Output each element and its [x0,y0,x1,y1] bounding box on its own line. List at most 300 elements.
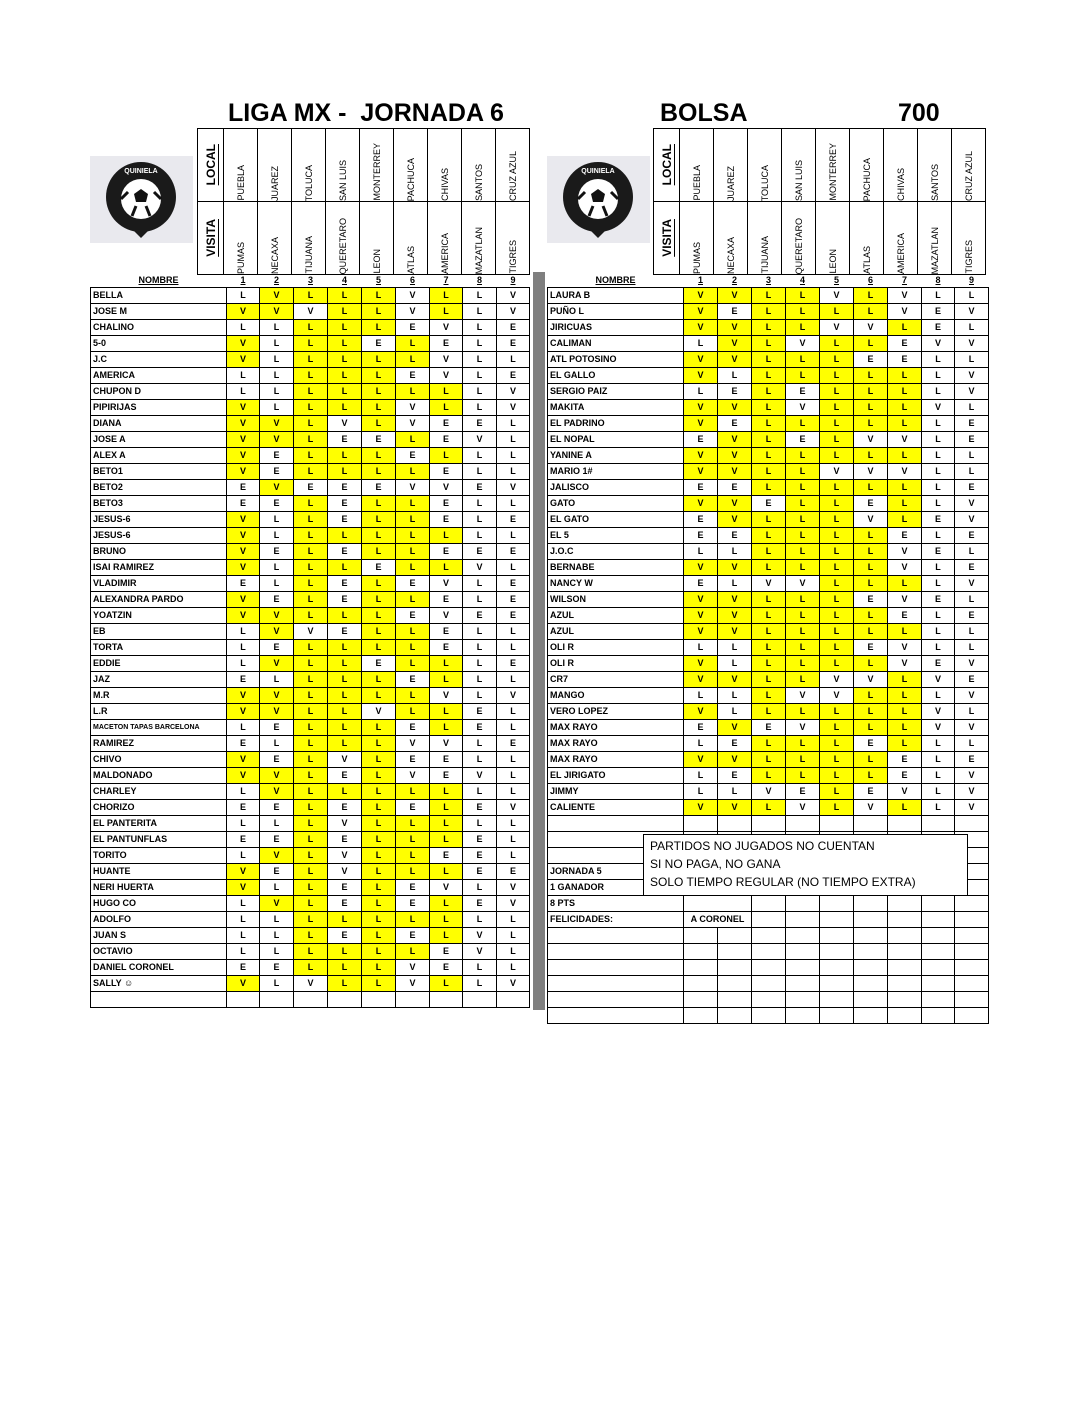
pick-cell: L [752,656,786,672]
team-label [428,129,461,201]
pick-cell: V [497,880,530,896]
player-row [91,640,530,656]
player-name: BETO1 [91,464,227,480]
pick-cell: V [260,848,294,864]
player-name: CHARLEY [91,784,227,800]
team-name: SAN LUIS [793,159,804,201]
pick-cell: V [718,320,752,336]
info-row [548,912,989,928]
pick-cell: L [362,688,396,704]
player-row [548,368,989,384]
side-label-cell [654,202,680,275]
pick-cell: L [227,368,260,384]
pick-cell: L [820,304,854,320]
pick-cell: E [430,544,463,560]
player-row [548,400,989,416]
pick-cell: V [294,624,328,640]
empty-cell [548,928,684,944]
pick-cell: L [430,400,463,416]
pick-cell: L [786,656,820,672]
pick-cell: L [786,352,820,368]
player-row [91,448,530,464]
rule-note: SOLO TIEMPO REGULAR (NO TIEMPO EXTRA) [650,875,916,889]
pick-cell: L [752,640,786,656]
pick-cell: L [294,960,328,976]
empty-cell [752,1008,786,1024]
pick-cell: L [786,288,820,304]
player-row [91,672,530,688]
side-label-cell [654,129,680,202]
player-name: OCTAVIO [91,944,227,960]
pick-cell: V [430,352,463,368]
player-name: JAZ [91,672,227,688]
player-row [91,496,530,512]
player-name: MAX RAYO [548,752,684,768]
pick-cell: V [684,624,718,640]
empty-cell [548,976,684,992]
player-name: YANINE A [548,448,684,464]
pick-cell: E [955,480,989,496]
pick-cell: E [463,720,497,736]
empty-cell [854,992,888,1008]
pick-cell: L [328,336,362,352]
pick-cell: V [854,432,888,448]
pick-cell [362,992,396,1008]
team-name: QUERETARO [793,217,804,274]
pick-cell: L [362,960,396,976]
pick-cell: V [396,736,430,752]
empty-cell [820,896,854,912]
pick-cell: L [396,832,430,848]
match-number-row [548,274,989,288]
team-label [884,129,917,201]
pick-cell: L [752,384,786,400]
pick-cell: E [328,576,362,592]
team-name: TIJUANA [759,236,770,274]
pick-cell: L [820,400,854,416]
empty-cell [888,976,922,992]
player-row [91,656,530,672]
team-label [292,129,325,201]
pick-cell: L [854,400,888,416]
pick-cell: L [752,608,786,624]
pick-cell: L [786,464,820,480]
pick-cell [497,992,530,1008]
pick-cell: V [260,432,294,448]
pick-cell: L [396,384,430,400]
empty-cell [684,944,718,960]
pick-cell: L [888,624,922,640]
pick-cell: V [888,656,922,672]
pick-cell: E [430,592,463,608]
pick-cell: V [718,608,752,624]
empty-cell [718,976,752,992]
pick-cell: L [430,304,463,320]
info-label: JORNADA 5 [548,864,684,880]
player-name: JOSE A [91,432,227,448]
pick-cell: V [227,304,260,320]
pick-cell: L [752,592,786,608]
empty-cell [786,960,820,976]
pick-cell: L [294,336,328,352]
pick-cell: V [227,400,260,416]
pick-cell: L [463,688,497,704]
pick-cell: L [922,576,955,592]
pick-cell: L [227,784,260,800]
pick-cell: E [718,736,752,752]
pick-cell: E [227,960,260,976]
team-name: SAN LUIS [337,159,348,201]
pick-cell: L [752,736,786,752]
pick-cell: L [328,736,362,752]
pick-cell: V [396,768,430,784]
pick-cell: L [328,656,362,672]
pick-cell: L [362,512,396,528]
team-label [952,129,985,201]
pick-cell: V [497,288,530,304]
team-name: MONTERREY [827,143,838,201]
pick-cell: E [396,928,430,944]
pick-cell: L [463,624,497,640]
pick-cell: V [684,592,718,608]
pick-cell: L [463,288,497,304]
player-name: ALEX A [91,448,227,464]
pick-cell: L [684,544,718,560]
pick-cell: L [362,448,396,464]
pick-cell: L [430,784,463,800]
pick-cell: V [955,336,989,352]
pick-cell: L [260,512,294,528]
side-label [654,202,679,274]
team-cell [714,202,748,275]
pick-cell: E [430,960,463,976]
pick-cell: L [752,336,786,352]
empty-cell [922,816,955,832]
pick-cell: L [888,576,922,592]
pick-cell: V [955,800,989,816]
pick-cell: L [922,288,955,304]
pick-cell: L [227,848,260,864]
pick-cell: L [922,496,955,512]
pick-cell: L [752,560,786,576]
teams-header-body [654,129,986,275]
pick-cell: E [227,736,260,752]
pick-cell: E [430,496,463,512]
team-label [394,129,427,201]
pick-cell: V [854,800,888,816]
player-row [548,512,989,528]
player-name [91,992,227,1008]
empty-cell [752,928,786,944]
pick-cell: E [955,560,989,576]
pick-cell: L [922,368,955,384]
pick-cell: L [396,704,430,720]
pick-cell: E [497,576,530,592]
player-row [548,672,989,688]
pick-cell: L [430,384,463,400]
pick-cell: L [497,784,530,800]
player-row [91,400,530,416]
pick-cell: E [497,320,530,336]
pick-cell: L [294,496,328,512]
pick-cell: E [718,384,752,400]
pick-cell: L [294,640,328,656]
player-row [91,352,530,368]
player-row [548,720,989,736]
pick-cell: L [752,288,786,304]
pick-cell: L [362,800,396,816]
pick-cell: E [260,640,294,656]
pick-cell: E [955,752,989,768]
pick-cell: V [227,416,260,432]
side-label-text: VISITA [659,219,674,257]
pick-cell: E [396,608,430,624]
pick-cell: L [854,560,888,576]
pick-cell: L [820,336,854,352]
pick-cell: V [752,576,786,592]
pick-cell: E [922,592,955,608]
player-name: SALLY ☺ [91,976,227,992]
pick-cell: L [718,640,752,656]
player-row [548,496,989,512]
pick-cell: V [362,704,396,720]
pick-cell: L [888,800,922,816]
team-label [462,202,495,274]
pick-cell: L [752,400,786,416]
player-row [548,448,989,464]
team-cell [258,202,292,275]
pick-cell: L [497,432,530,448]
pick-cell: V [684,400,718,416]
pick-cell: L [328,960,362,976]
pick-cell: L [294,768,328,784]
pick-cell: L [684,336,718,352]
match-number: 9 [510,275,516,285]
rule-note: PARTIDOS NO JUGADOS NO CUENTAN [650,839,875,853]
pick-cell: E [718,416,752,432]
pick-cell: L [362,304,396,320]
pick-cell: L [786,480,820,496]
player-row [548,288,989,304]
match-number: 6 [867,275,873,285]
player-row [91,576,530,592]
pick-cell: V [227,544,260,560]
pick-cell: L [328,976,362,992]
pick-cell: E [396,752,430,768]
visita-row [198,202,530,275]
pick-cell: L [820,720,854,736]
pick-cell: L [328,608,362,624]
team-name: LEON [827,249,838,274]
pick-cell: L [752,624,786,640]
pick-cell: L [922,800,955,816]
pick-cell: E [430,768,463,784]
pick-cell: L [362,672,396,688]
pick-cell: L [922,624,955,640]
pick-cell: L [430,720,463,736]
team-name: NECAXA [269,236,280,274]
player-row [91,992,530,1008]
pick-cell: L [328,448,362,464]
pick-cell: L [396,656,430,672]
pick-cell: V [786,400,820,416]
player-row [548,640,989,656]
pick-cell: L [463,528,497,544]
pick-cell: L [463,496,497,512]
pick-cell: L [463,352,497,368]
match-number: 3 [765,275,771,285]
pick-cell: L [922,480,955,496]
pick-cell: L [294,320,328,336]
pick-cell: E [430,752,463,768]
pick-cell: L [260,816,294,832]
pick-cell: V [260,656,294,672]
pick-cell: E [463,848,497,864]
pick-cell: V [260,624,294,640]
pick-cell: E [786,384,820,400]
pick-cell: L [260,320,294,336]
pick-cell: V [227,976,260,992]
pick-cell: V [227,864,260,880]
pick-cell: E [328,768,362,784]
player-row [91,464,530,480]
player-row [91,720,530,736]
player-row [91,384,530,400]
pick-cell: L [463,304,497,320]
pick-cell: L [786,512,820,528]
pick-cell: L [955,736,989,752]
pick-cell: L [786,544,820,560]
pick-cell: L [260,976,294,992]
pick-cell: V [260,784,294,800]
pick-cell: V [820,688,854,704]
pick-cell: L [888,400,922,416]
pick-cell: E [396,320,430,336]
pick-cell: L [328,320,362,336]
pick-cell: L [854,416,888,432]
pick-cell: L [497,624,530,640]
pick-cell: E [328,432,362,448]
pick-cell: L [294,688,328,704]
empty-cell [684,976,718,992]
team-label [918,129,951,201]
pick-cell: V [888,288,922,304]
pick-cell: L [396,640,430,656]
pick-cell: V [888,464,922,480]
pick-cell: L [922,768,955,784]
pick-cell: V [718,432,752,448]
pick-cell: E [463,800,497,816]
team-cell [224,129,258,202]
pick-cell: L [328,560,362,576]
pick-cell: L [497,672,530,688]
pick-cell: E [497,512,530,528]
pick-cell: E [497,736,530,752]
match-number: 6 [409,275,415,285]
pick-cell: E [463,832,497,848]
pick-cell: L [786,528,820,544]
pick-cell: L [328,352,362,368]
info-value [684,896,752,912]
pick-cell: V [786,800,820,816]
pick-cell: L [396,864,430,880]
pick-cell: L [260,352,294,368]
pick-cell: L [362,944,396,960]
pick-cell: L [854,720,888,736]
empty-cell [752,896,786,912]
pick-cell: E [497,336,530,352]
team-name: CRUZ AZUL [963,150,974,201]
pick-cell: E [396,576,430,592]
pick-cell: L [430,704,463,720]
pick-cell: L [888,688,922,704]
empty-cell [922,896,955,912]
pick-cell: E [888,336,922,352]
pick-cell: L [820,560,854,576]
pick-cell: L [497,416,530,432]
team-cell [360,202,394,275]
pick-cell: L [396,912,430,928]
pick-cell: V [430,688,463,704]
player-name: BELLA [91,288,227,304]
pick-cell: L [497,720,530,736]
match-number: 3 [307,275,313,285]
pick-cell: L [396,784,430,800]
pick-cell: L [294,544,328,560]
player-name: JIMMY [548,784,684,800]
pick-cell: L [752,704,786,720]
empty-cell [820,960,854,976]
pick-cell: L [362,608,396,624]
player-row [91,976,530,992]
pick-cell: E [955,608,989,624]
player-name: EDDIE [91,656,227,672]
teams-header-left [197,128,530,275]
empty-cell [684,992,718,1008]
team-cell [394,129,428,202]
pick-cell: L [888,720,922,736]
pick-cell: L [328,784,362,800]
match-number: 4 [799,275,805,285]
pick-cell: L [463,960,497,976]
pick-cell: L [294,736,328,752]
player-name: CHALINO [91,320,227,336]
pick-cell: L [362,368,396,384]
pick-cell: E [328,592,362,608]
pick-cell: L [854,768,888,784]
pick-cell: L [362,384,396,400]
pick-cell: L [260,576,294,592]
pick-cell: L [227,288,260,304]
player-row [91,880,530,896]
team-cell [714,129,748,202]
pick-cell: L [888,672,922,688]
pick-cell: L [955,320,989,336]
player-row [91,928,530,944]
pick-cell: L [752,448,786,464]
pick-cell: L [922,736,955,752]
empty-cell [854,944,888,960]
pick-cell: L [888,480,922,496]
pick-cell: L [328,720,362,736]
pick-cell: E [227,800,260,816]
pick-cell: V [684,672,718,688]
player-name: CALIMAN [548,336,684,352]
pick-cell: L [922,528,955,544]
pick-cell: E [362,336,396,352]
player-name: MALDONADO [91,768,227,784]
pick-cell: E [260,800,294,816]
